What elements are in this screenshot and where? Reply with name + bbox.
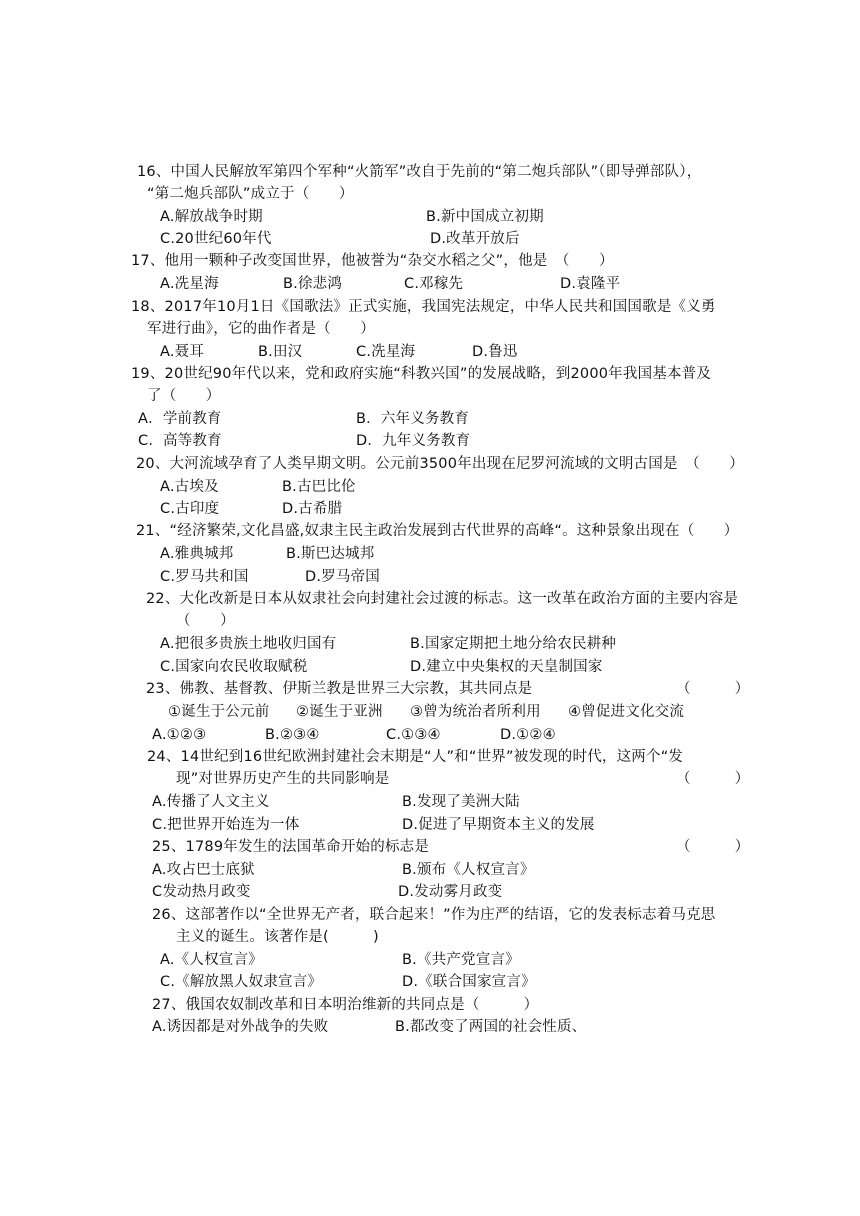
question-21-option-c: C.罗马共和国 [160,569,249,585]
question-24-stem-line-2: 现”对世界历史产生的共同影响是 [176,771,390,787]
question-22-option-d: D.建立中央集权的天皇制国家 [410,659,603,675]
question-19-stem-line-2: 了（ ） [147,388,221,404]
question-26-option-a: A.《人权宣言》 [160,952,263,968]
question-20-option-d: D.古希腊 [282,501,343,517]
question-18-option-a: A.聂耳 [160,344,205,360]
question-25-option-b: B.颁布《人权宣言》 [402,862,535,878]
question-24-option-b: B.发现了美洲大陆 [402,794,520,810]
question-23-item-1: ①诞生于公元前 [168,704,270,720]
question-27-option-b: B.都改变了两国的社会性质、 [395,1019,587,1035]
question-23-stem: 23、佛教、基督教、伊斯兰教是世界三大宗教，其共同点是 [146,681,533,697]
question-20-option-a: A.古埃及 [160,479,219,495]
question-17-option-c: C.邓稼先 [404,276,464,292]
question-26-stem-line-2: 主义的诞生。该著作是( ) [176,929,379,945]
question-18-stem-line-1: 18、2017年10月1日《国歌法》正式实施，我国宪法规定，中华人民共和国国歌是《义勇 [131,299,716,315]
question-16-option-c: C.20世纪60年代 [160,231,272,247]
question-19-stem-line-1: 19、20世纪90年代以来，党和政府实施“科教兴国”的发展战略，到2000年我国基本普及 [131,366,712,382]
question-25-option-c: C发动热月政变 [152,884,251,900]
question-20-option-b: B.古巴比伦 [282,479,356,495]
question-23-option-d: D.①②④ [500,727,556,743]
question-17-option-d: D.袁隆平 [560,276,621,292]
question-19-option-d: D．九年义务教育 [356,433,471,449]
question-24-option-c: C.把世界开始连为一体 [152,817,300,833]
question-17-option-a: A.冼星海 [160,276,219,292]
question-16-option-b: B.新中国成立初期 [426,209,544,225]
question-19-option-c: C．高等教育 [138,433,222,449]
question-23-item-3: ③曾为统治者所利用 [410,704,541,720]
question-25-stem: 25、1789年发生的法国革命开始的标志是 [152,839,430,855]
question-18-option-d: D.鲁迅 [472,344,518,360]
question-16-option-a: A.解放战争时期 [160,209,263,225]
question-25-option-a: A.攻占巴士底狱 [152,862,255,878]
question-21-option-d: D.罗马帝国 [305,569,380,585]
question-20-option-c: C.古印度 [160,501,220,517]
question-22-stem-line-1: 22、大化改新是日本从奴隶社会向封建社会过渡的标志。这一改革在政治方面的主要内容是 [146,591,739,607]
question-21-stem: 21、“经济繁荣,文化昌盛,奴隶主民主政治发展到古代世界的高峰“。这种景象出现在（ ） [136,523,739,539]
question-21-option-a: A.雅典城邦 [160,546,234,562]
question-23-item-4: ④曾促进文化交流 [568,704,685,720]
question-26-option-c: C.《解放黑人奴隶宣言》 [160,974,323,990]
question-22-option-a: A.把很多贵族土地收归国有 [160,636,337,652]
question-16-option-d: D.改革开放后 [430,231,520,247]
question-22-stem-line-2: （ ） [176,613,235,629]
question-18-option-c: C.冼星海 [356,344,416,360]
question-19-option-a: A．学前教育 [138,411,222,427]
question-23-item-2: ②诞生于亚洲 [296,704,383,720]
question-22-option-c: C.国家向农民收取赋税 [160,659,308,675]
question-18-option-b: B.田汉 [258,344,303,360]
question-23-option-c: C.①③④ [386,727,441,743]
question-27-option-a: A.诱因都是对外战争的失败 [152,1019,329,1035]
question-26-option-b: B.《共产党宣言》 [402,952,520,968]
question-20-stem: 20、大河流域孕育了人类早期文明。公元前3500年出现在尼罗河流域的文明古国是 （ ） [136,456,744,472]
question-22-option-b: B.国家定期把土地分给农民耕种 [410,636,617,652]
question-25-answer-bracket: （ ） [676,839,750,855]
question-24-stem-line-1: 24、14世纪到16世纪欧洲封建社会末期是“人”和“世界”被发现的时代，这两个“发 [147,749,684,765]
question-27-stem: 27、俄国农奴制改革和日本明治维新的共同点是（ ） [152,997,539,1013]
question-23-answer-bracket: （ ） [676,681,750,697]
question-19-option-b: B．六年义务教育 [356,411,470,427]
question-24-answer-bracket: （ ） [676,771,750,787]
question-17-option-b: B.徐悲鸿 [283,276,343,292]
question-16-stem-line-1: 16、中国人民解放军第四个军种“火箭军”改自于先前的“第二炮兵部队”（即导弹部队）， [137,164,702,180]
question-18-stem-line-2: 军进行曲》，它的曲作者是（ ） [147,321,375,337]
question-21-option-b: B.斯巴达城邦 [286,546,375,562]
question-23-option-a: A.①②③ [152,727,207,743]
question-16-stem-line-2: “第二炮兵部队”成立于（ ） [147,186,354,202]
question-26-option-d: D.《联合国家宣言》 [402,974,536,990]
question-24-option-a: A.传播了人文主义 [152,794,270,810]
question-24-option-d: D.促进了早期资本主义的发展 [402,817,595,833]
question-26-stem-line-1: 26、这部著作以“全世界无产者，联合起来！”作为庄严的结语，它的发表标志着马克思 [152,907,716,923]
question-25-option-d: D.发动雾月政变 [398,884,503,900]
question-23-option-b: B.②③④ [265,727,320,743]
question-17-stem: 17、他用一颗种子改变国世界，他被誉为“杂交水稻之父”，他是 （ ） [131,253,614,269]
